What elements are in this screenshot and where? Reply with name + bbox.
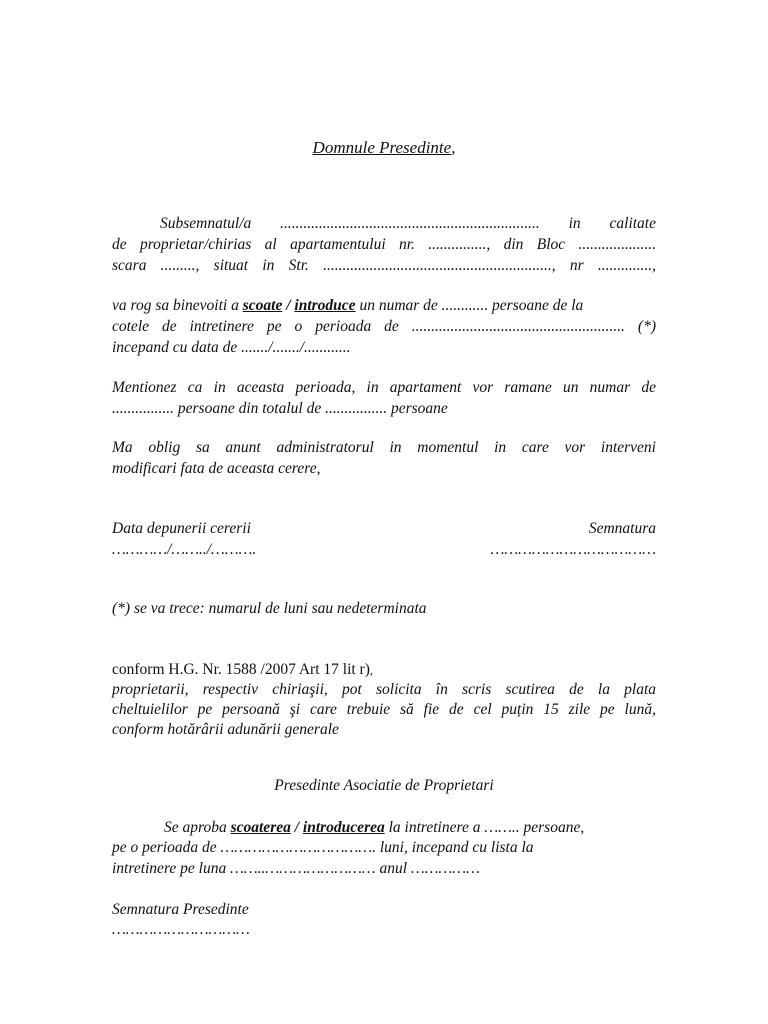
- legal-ref-text: conform H.G. Nr. 1588 /2007 Art 17 lit r): [112, 661, 370, 678]
- p4-line-1: Ma oblig sa anunt administratorul in momentul in care vor interveni: [112, 439, 656, 456]
- approval-text-a: Se aproba: [164, 819, 231, 836]
- p3-line-2: ................ persoane din totalul de ................ persoane: [112, 400, 448, 417]
- document-page: [112, 0, 656, 1024]
- approval-line-1: [112, 818, 708, 839]
- p4-line-2: modificari fata de aceasta cerere,: [112, 460, 321, 477]
- legal-line-1: proprietarii, respectiv chiriaşii, pot solicita în scris scutirea de la plata: [112, 681, 656, 698]
- signature-label: Semnatura: [588, 520, 656, 537]
- legal-ref: [112, 660, 656, 681]
- legal-line-3: conform hotărârii adunării generale: [112, 721, 339, 738]
- title-text: Domnule Presedinte: [312, 138, 452, 157]
- president-signature-dots: …………………………: [112, 921, 250, 938]
- p2-slash: /: [282, 297, 295, 314]
- approval-line-3: intretinere pe luna ……..…………………… anul ……………: [112, 860, 480, 877]
- p1-line-2: de proprietar/chirias al apartamentului nr. ..............., din Bloc ....................: [112, 236, 656, 253]
- introducerea-word: introducerea: [302, 819, 385, 836]
- approval-text-b: la intretinere a …….. persoane,: [384, 819, 585, 836]
- scoate-word: scoate: [242, 297, 283, 314]
- p2-line-1: [112, 296, 656, 317]
- page-title: [112, 138, 656, 159]
- president-title: Presedinte Asociatie de Proprietari: [274, 777, 494, 794]
- scoaterea-word: scoaterea: [230, 819, 291, 836]
- signature-dots: ………………………………: [490, 541, 656, 558]
- footnote: (*) se va trece: numarul de luni sau nedeterminata: [112, 600, 427, 617]
- p2-line-2: cotele de intretinere pe o perioada de ....................................................... (*): [112, 318, 656, 335]
- date-label: Data depunerii cererii: [112, 520, 251, 537]
- president-signature-label: Semnatura Presedinte: [112, 901, 249, 918]
- introduce-word: introduce: [294, 297, 356, 314]
- approval-slash: /: [290, 819, 303, 836]
- p1-line-3: scara ........., situat in Str. ..........................................................., nr ..............,: [112, 257, 656, 274]
- legal-ref-comma: ,: [369, 663, 373, 677]
- p2-text-b: un numar de ............ persoane de la: [355, 297, 584, 314]
- p2-text-a: va rog sa binevoiti a: [112, 297, 243, 314]
- p3-line-1: Mentionez ca in aceasta perioada, in apartament vor ramane un numar de: [112, 379, 656, 396]
- legal-line-2: cheltuielilor pe persoană şi care trebuie să fie de cel puțin 15 zile pe lună,: [112, 701, 656, 718]
- p1-line-1: Subsemnatul/a ................................................................... in calitate: [160, 215, 656, 232]
- p2-line-3: incepand cu data de ......./......./............: [112, 339, 351, 356]
- title-comma: ,: [451, 138, 456, 157]
- approval-line-2: pe o perioada de ……………………………. luni, incepand cu lista la: [112, 839, 534, 856]
- date-dots: …………/……../……….: [112, 541, 257, 558]
